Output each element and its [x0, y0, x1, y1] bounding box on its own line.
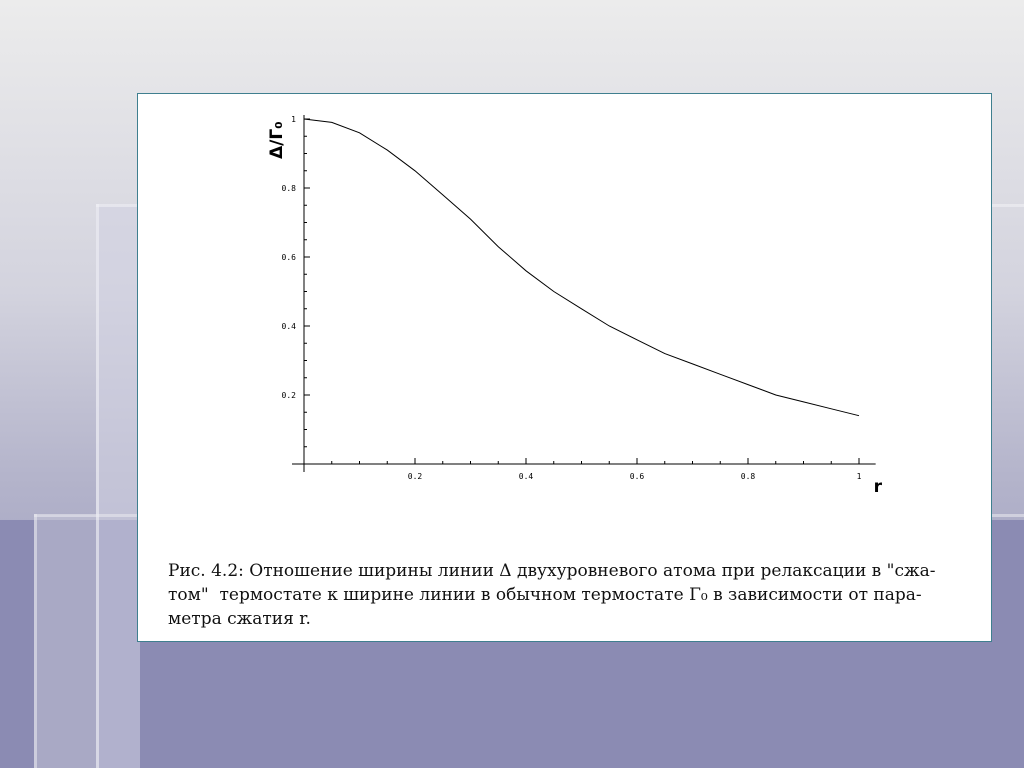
y-tick-label: 1: [291, 115, 296, 124]
y-tick-label: 0.8: [281, 184, 296, 193]
slide-panel: [137, 93, 992, 642]
background-line: [96, 204, 99, 768]
y-tick-label: 0.6: [281, 253, 296, 262]
x-tick-label: 0.6: [629, 472, 645, 481]
background-line: [34, 514, 37, 768]
background-bar: [34, 515, 96, 768]
background-bar: [96, 204, 140, 768]
y-axis-label: Δ/Γ₀: [267, 121, 287, 159]
ticks: [282, 115, 862, 481]
caption-line: том" термостате к ширине линии в обычном термостате Γ₀ в зависимости от пара-: [168, 585, 922, 605]
x-tick-label: 1: [856, 472, 862, 481]
x-axis-label: r: [873, 477, 883, 497]
y-tick-label: 0.2: [281, 391, 296, 400]
axes: [292, 115, 876, 472]
figure-caption: [168, 559, 983, 631]
caption-line: метра сжатия r.: [168, 609, 311, 629]
y-tick-label: 0.4: [281, 322, 296, 331]
caption-line: Рис. 4.2: Отношение ширины линии Δ двухуровневого атома при релаксации в "сжа-: [168, 561, 936, 581]
x-tick-label: 0.4: [518, 472, 534, 481]
data-line: [304, 119, 859, 416]
x-tick-label: 0.2: [407, 472, 423, 481]
x-tick-label: 0.8: [740, 472, 756, 481]
chart: [138, 94, 991, 534]
